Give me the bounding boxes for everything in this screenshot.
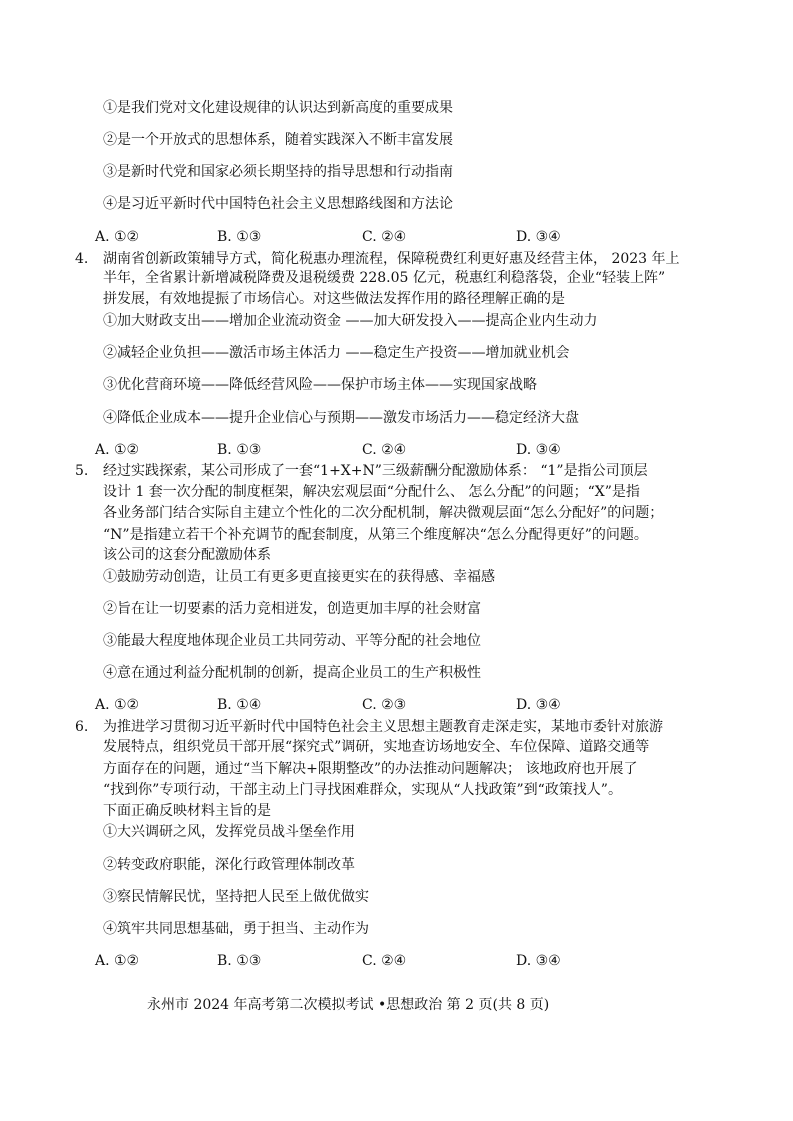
q6-item-3: ③察民情解民忧，坚持把人民至上做优做实 — [103, 889, 369, 905]
q3-option-c: C. ②④ — [362, 229, 407, 245]
q5-option-a: A. ①② — [95, 697, 140, 713]
page-footer: 永州市 2024 年高考第二次模拟考试 •思想政治 第 2 页(共 8 页) — [147, 997, 550, 1013]
q3-item-1: ①是我们党对文化建设规律的认识达到新高度的重要成果 — [103, 100, 453, 116]
q3-option-d: D. ③④ — [516, 229, 561, 245]
q5-stem-line-4: “N”是指建立若干个补充调节的配套制度，从第三个维度解决“怎么分配得更好”的问题。 — [103, 527, 648, 543]
q6-item-1: ①大兴调研之风，发挥党员战斗堡垒作用 — [103, 824, 355, 840]
q6-option-c: C. ②④ — [362, 953, 407, 969]
q3-item-3: ③是新时代党和国家必须长期坚持的指导思想和行动指南 — [103, 164, 453, 180]
q4-stem-line-2: 半年，全省累计新增减税降费及退税缓费 228.05 亿元，税惠红利稳落袋，企业“轻装上阵” — [103, 270, 666, 286]
q6-item-4: ④筑牢共同思想基础，勇于担当、主动作为 — [103, 921, 369, 937]
q6-stem-line-2: 发展特点，组织党员干部开展“探究式”调研，实地查访场地安全、车位保障、道路交通等 — [103, 739, 650, 755]
q6-stem-line-5: 下面正确反映材料主旨的是 — [103, 803, 271, 819]
q5-item-3: ③能最大程度地体现企业员工共同劳动、平等分配的社会地位 — [103, 633, 481, 649]
q4-item-1: ①加大财政支出——增加企业流动资金 ——加大研发投入——提高企业内生动力 — [103, 313, 598, 329]
q5-number: 5. — [75, 463, 89, 479]
q6-option-a: A. ①② — [95, 953, 140, 969]
q5-stem-line-3: 各业务部门结合实际自主建立个性化的二次分配机制，解决微观层面“怎么分配好”的问题； — [103, 505, 664, 521]
q4-option-d: D. ③④ — [516, 442, 561, 458]
q4-number: 4. — [75, 251, 89, 267]
q4-option-c: C. ②④ — [362, 442, 407, 458]
q5-option-c: C. ②③ — [362, 697, 407, 713]
q4-stem-line-1: 湖南省创新政策辅导方式，简化税惠办理流程，保障税费红利更好惠及经营主体， 2023 年上 — [103, 251, 680, 267]
q6-number: 6. — [75, 719, 89, 735]
q6-stem-line-1: 为推进学习贯彻习近平新时代中国特色社会主义思想主题教育走深走实，某地市委针对旅游 — [103, 719, 663, 735]
q5-item-2: ②旨在让一切要素的活力竞相迸发，创造更加丰厚的社会财富 — [103, 601, 481, 617]
q5-stem-line-5: 该公司的这套分配激励体系 — [103, 547, 271, 563]
q3-item-4: ④是习近平新时代中国特色社会主义思想路线图和方法论 — [103, 196, 453, 212]
q5-item-4: ④意在通过利益分配机制的创新，提高企业员工的生产积极性 — [103, 665, 481, 681]
q4-stem-line-3: 拼发展，有效地提振了市场信心。对这些做法发挥作用的路径理解正确的是 — [103, 291, 565, 307]
q4-option-a: A. ①② — [95, 442, 140, 458]
q5-option-b: B. ①④ — [217, 697, 262, 713]
q3-item-2: ②是一个开放式的思想体系，随着实践深入不断丰富发展 — [103, 132, 453, 148]
q6-stem-line-3: 方面存在的问题，通过“当下解决+限期整改”的办法推动问题解决； 该地政府也开展了 — [103, 761, 638, 777]
q5-option-d: D. ③④ — [516, 697, 561, 713]
q4-item-3: ③优化营商环境——降低经营风险——保护市场主体——实现国家战略 — [103, 377, 537, 393]
q6-stem-line-4: “找到你”专项行动，干部主动上门寻找困难群众，实现从“人找政策”到“政策找人”。 — [103, 782, 622, 798]
q6-option-d: D. ③④ — [516, 953, 561, 969]
q5-stem-line-2: 设计 1 套一次分配的制度框架，解决宏观层面“分配什么、 怎么分配”的问题；“X”是指 — [103, 484, 640, 500]
q4-item-4: ④降低企业成本——提升企业信心与预期——激发市场活力——稳定经济大盘 — [103, 410, 579, 426]
q4-option-b: B. ①③ — [217, 442, 262, 458]
q3-option-b: B. ①③ — [217, 229, 262, 245]
q5-item-1: ①鼓励劳动创造，让员工有更多更直接更实在的获得感、幸福感 — [103, 569, 495, 585]
q3-option-a: A. ①② — [95, 229, 140, 245]
q6-item-2: ②转变政府职能，深化行政管理体制改革 — [103, 857, 355, 873]
q6-option-b: B. ①③ — [217, 953, 262, 969]
q4-item-2: ②减轻企业负担——激活市场主体活力 ——稳定生产投资——增加就业机会 — [103, 345, 570, 361]
q5-stem-line-1: 经过实践探索，某公司形成了一套“1+X+N”三级薪酬分配激励体系： “1”是指公司顶层 — [103, 463, 648, 479]
